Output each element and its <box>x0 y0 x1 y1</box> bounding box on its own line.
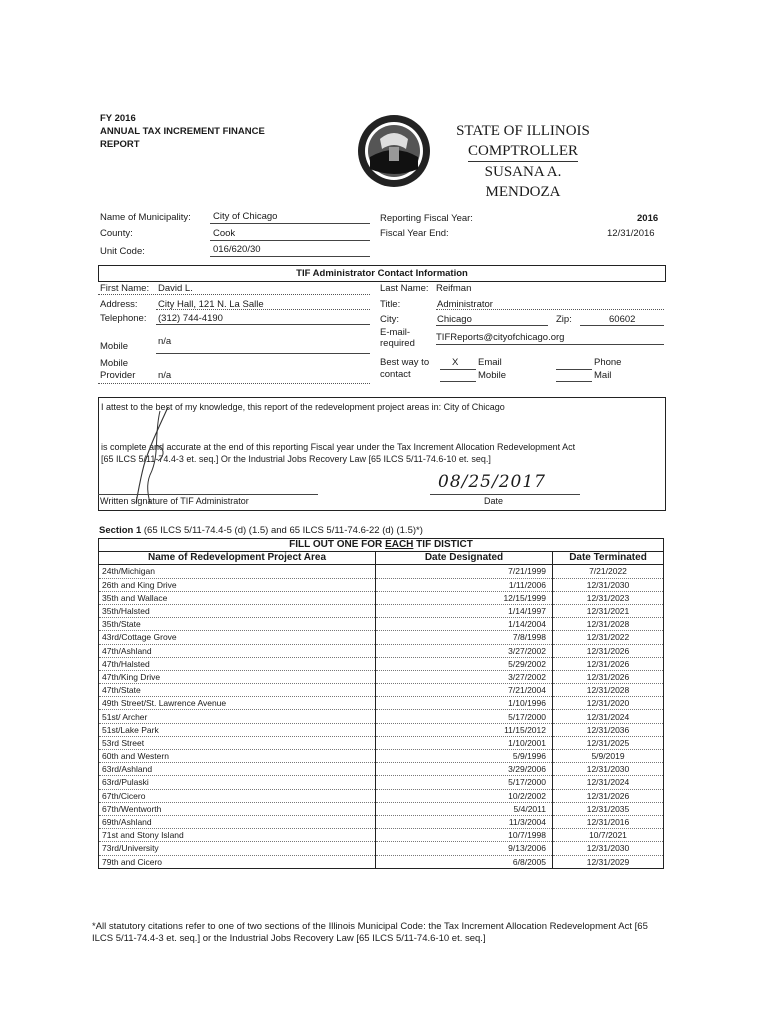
date-designated-cell: 7/21/2004 <box>376 684 553 697</box>
best-contact-mark: X <box>452 357 459 368</box>
table-row <box>99 842 664 855</box>
table-row <box>99 736 664 749</box>
project-area-cell: 79th and Cicero <box>99 855 376 868</box>
signature-date: 08/25/2017 <box>438 472 546 492</box>
table-row <box>99 789 664 802</box>
unit-code-label: Unit Code: <box>100 246 145 257</box>
date-terminated-cell: 12/31/2016 <box>553 815 664 828</box>
fiscal-year-label: Reporting Fiscal Year: <box>380 213 473 224</box>
table-row <box>99 578 664 591</box>
date-terminated-cell: 12/31/2022 <box>553 631 664 644</box>
table-row <box>99 604 664 617</box>
project-area-cell: 67th/Cicero <box>99 789 376 802</box>
table-row <box>99 697 664 710</box>
date-terminated-cell: 12/31/2036 <box>553 723 664 736</box>
telephone-label: Telephone: <box>100 313 147 324</box>
table-row <box>99 684 664 697</box>
table-row <box>99 763 664 776</box>
table-row <box>99 776 664 789</box>
col-date-terminated: Date Terminated <box>553 552 664 565</box>
date-terminated-cell: 12/31/2035 <box>553 802 664 815</box>
project-area-cell: 47th/King Drive <box>99 670 376 683</box>
first-name-value: David L. <box>158 283 193 294</box>
date-terminated-cell: 12/31/2026 <box>553 644 664 657</box>
date-designated-cell: 11/3/2004 <box>376 815 553 828</box>
date-terminated-cell: 12/31/2029 <box>553 855 664 868</box>
fiscal-year-value: 2016 <box>637 213 659 224</box>
date-terminated-cell: 12/31/2028 <box>553 684 664 697</box>
tif-district-table <box>98 538 664 869</box>
table-row <box>99 670 664 683</box>
date-terminated-cell: 12/31/2026 <box>553 670 664 683</box>
project-area-cell: 69th/Ashland <box>99 815 376 828</box>
project-area-cell: 51st/ Archer <box>99 710 376 723</box>
report-title: ANNUAL TAX INCREMENT FINANCE <box>100 126 265 137</box>
project-area-cell: 35th and Wallace <box>99 591 376 604</box>
comptroller-block <box>450 121 596 202</box>
project-area-cell: 67th/Wentworth <box>99 802 376 815</box>
title-value: Administrator <box>437 299 493 310</box>
tif-admin-title: TIF Administrator Contact Information <box>296 268 468 279</box>
table-row <box>99 657 664 670</box>
project-area-cell: 24th/Michigan <box>99 565 376 578</box>
fiscal-year-heading: FY 2016 <box>100 113 136 124</box>
address-value: City Hall, 121 N. La Salle <box>158 299 264 310</box>
date-designated-cell: 5/9/1996 <box>376 750 553 763</box>
email-value: TIFReports@cityofchicago.org <box>436 332 565 343</box>
report-header <box>100 112 265 151</box>
date-designated-cell: 1/11/2006 <box>376 578 553 591</box>
table-row <box>99 802 664 815</box>
mobile-label: Mobile <box>100 341 128 352</box>
table-row <box>99 644 664 657</box>
report-subtitle: REPORT <box>100 139 140 150</box>
col-date-designated: Date Designated <box>376 552 553 565</box>
signature-label: Written signature of TIF Administrator <box>100 496 249 506</box>
date-terminated-cell: 12/31/2028 <box>553 618 664 631</box>
project-area-cell: 35th/Halsted <box>99 604 376 617</box>
date-designated-cell: 1/14/1997 <box>376 604 553 617</box>
date-designated-cell: 5/4/2011 <box>376 802 553 815</box>
table-row <box>99 723 664 736</box>
tif-admin-box <box>98 265 666 282</box>
date-terminated-cell: 5/9/2019 <box>553 750 664 763</box>
date-terminated-cell: 12/31/2026 <box>553 657 664 670</box>
date-designated-cell: 3/29/2006 <box>376 763 553 776</box>
project-area-cell: 63rd/Pulaski <box>99 776 376 789</box>
mobile-provider-label: Mobile Provider <box>100 358 136 381</box>
county-value: Cook <box>213 228 236 239</box>
date-designated-cell: 3/27/2002 <box>376 670 553 683</box>
telephone-value: (312) 744-4190 <box>158 313 223 324</box>
mobile-value: n/a <box>158 336 172 347</box>
project-area-cell: 71st and Stony Island <box>99 829 376 842</box>
date-designated-cell: 5/29/2002 <box>376 657 553 670</box>
date-designated-cell: 5/17/2000 <box>376 776 553 789</box>
county-label: County: <box>100 228 133 239</box>
project-area-cell: 73rd/University <box>99 842 376 855</box>
date-terminated-cell: 12/31/2023 <box>553 591 664 604</box>
table-row <box>99 815 664 828</box>
date-terminated-cell: 12/31/2025 <box>553 736 664 749</box>
date-designated-cell: 3/27/2002 <box>376 644 553 657</box>
attest-line-3: [65 ILCS 5/11-74.4-3 et. seq.] Or the Industrial Jobs Recovery Law [65 ILCS 5/11-74.6-10 et. seq.] <box>101 454 491 464</box>
attest-line-2: is complete and accurate at the end of this reporting Fiscal year under the Tax Increment Allocation Redevelopment Act <box>101 442 576 452</box>
date-designated-cell: 6/8/2005 <box>376 855 553 868</box>
footnote: *All statutory citations refer to one of two sections of the Illinois Municipal Code: the Tax Increment Allocation Redevelopment Act [65 ILCS 5/11-74.4-3 et. seq.] or the Industrial Jobs Recovery Law [65 ILCS 5/11-74.6-10 et. seq.] <box>92 921 648 944</box>
last-name-label: Last Name: <box>380 283 429 294</box>
best-contact-label: Best way to contact <box>380 357 430 380</box>
title-label: Title: <box>380 299 401 310</box>
first-name-label: First Name: <box>100 283 150 294</box>
fiscal-end-value: 12/31/2016 <box>607 228 655 239</box>
table-banner: FILL OUT ONE FOR EACH TIF DISTICT <box>99 539 664 552</box>
project-area-cell: 47th/State <box>99 684 376 697</box>
project-area-cell: 51st/Lake Park <box>99 723 376 736</box>
table-row <box>99 565 664 578</box>
date-designated-cell: 1/10/1996 <box>376 697 553 710</box>
date-terminated-cell: 12/31/2024 <box>553 776 664 789</box>
project-area-cell: 26th and King Drive <box>99 578 376 591</box>
municipality-value: City of Chicago <box>213 211 278 222</box>
official-name: SUSANA A. MENDOZA <box>484 164 562 200</box>
email-label: E-mail- required <box>380 327 415 349</box>
section-heading: Section 1 (65 ILCS 5/11-74.4-5 (d) (1.5) and 65 ILCS 5/11-74.6-22 (d) (1.5)*) <box>99 525 423 536</box>
zip-value: 60602 <box>609 314 636 325</box>
date-designated-cell: 12/15/1999 <box>376 591 553 604</box>
date-terminated-cell: 12/31/2030 <box>553 842 664 855</box>
project-area-cell: 60th and Western <box>99 750 376 763</box>
date-label: Date <box>484 496 504 506</box>
table-row <box>99 618 664 631</box>
date-terminated-cell: 12/31/2020 <box>553 697 664 710</box>
state-seal-icon <box>356 113 432 189</box>
table-row <box>99 750 664 763</box>
date-designated-cell: 5/17/2000 <box>376 710 553 723</box>
date-terminated-cell: 12/31/2026 <box>553 789 664 802</box>
table-row <box>99 855 664 868</box>
option-mobile: Mobile <box>478 370 506 381</box>
table-row <box>99 710 664 723</box>
date-designated-cell: 10/2/2002 <box>376 789 553 802</box>
date-terminated-cell: 12/31/2030 <box>553 763 664 776</box>
option-mail: Mail <box>594 370 612 381</box>
date-designated-cell: 1/10/2001 <box>376 736 553 749</box>
project-area-cell: 47th/Ashland <box>99 644 376 657</box>
date-designated-cell: 11/15/2012 <box>376 723 553 736</box>
unit-code-value: 016/620/30 <box>213 244 261 255</box>
last-name-value: Reifman <box>436 283 472 294</box>
date-terminated-cell: 10/7/2021 <box>553 829 664 842</box>
table-row <box>99 829 664 842</box>
table-row <box>99 591 664 604</box>
municipality-label: Name of Municipality: <box>100 212 191 223</box>
address-label: Address: <box>100 299 138 310</box>
project-area-cell: 53rd Street <box>99 736 376 749</box>
mobile-provider-value: n/a <box>158 370 172 381</box>
date-terminated-cell: 12/31/2024 <box>553 710 664 723</box>
date-terminated-cell: 12/31/2030 <box>553 578 664 591</box>
date-designated-cell: 7/8/1998 <box>376 631 553 644</box>
option-phone: Phone <box>594 357 622 368</box>
date-terminated-cell: 12/31/2021 <box>553 604 664 617</box>
handwritten-signature-icon <box>120 405 180 505</box>
state-name: STATE OF ILLINOIS <box>456 123 590 139</box>
project-area-cell: 49th Street/St. Lawrence Avenue <box>99 697 376 710</box>
date-designated-cell: 1/14/2004 <box>376 618 553 631</box>
table-row <box>99 631 664 644</box>
project-area-cell: 35th/State <box>99 618 376 631</box>
fiscal-end-label: Fiscal Year End: <box>380 228 449 239</box>
date-designated-cell: 10/7/1998 <box>376 829 553 842</box>
date-designated-cell: 7/21/1999 <box>376 565 553 578</box>
project-area-cell: 47th/Halsted <box>99 657 376 670</box>
project-area-cell: 63rd/Ashland <box>99 763 376 776</box>
date-terminated-cell: 7/21/2022 <box>553 565 664 578</box>
office-name: COMPTROLLER <box>468 141 578 162</box>
city-value: Chicago <box>437 314 472 325</box>
project-area-cell: 43rd/Cottage Grove <box>99 631 376 644</box>
date-designated-cell: 9/13/2006 <box>376 842 553 855</box>
city-label: City: <box>380 314 399 325</box>
option-email: Email <box>478 357 502 368</box>
zip-label: Zip: <box>556 314 572 325</box>
attest-line-1: I attest to the best of my knowledge, this report of the redevelopment project areas in: City of Chicago <box>101 402 505 412</box>
col-project-area: Name of Redevelopment Project Area <box>99 552 376 565</box>
